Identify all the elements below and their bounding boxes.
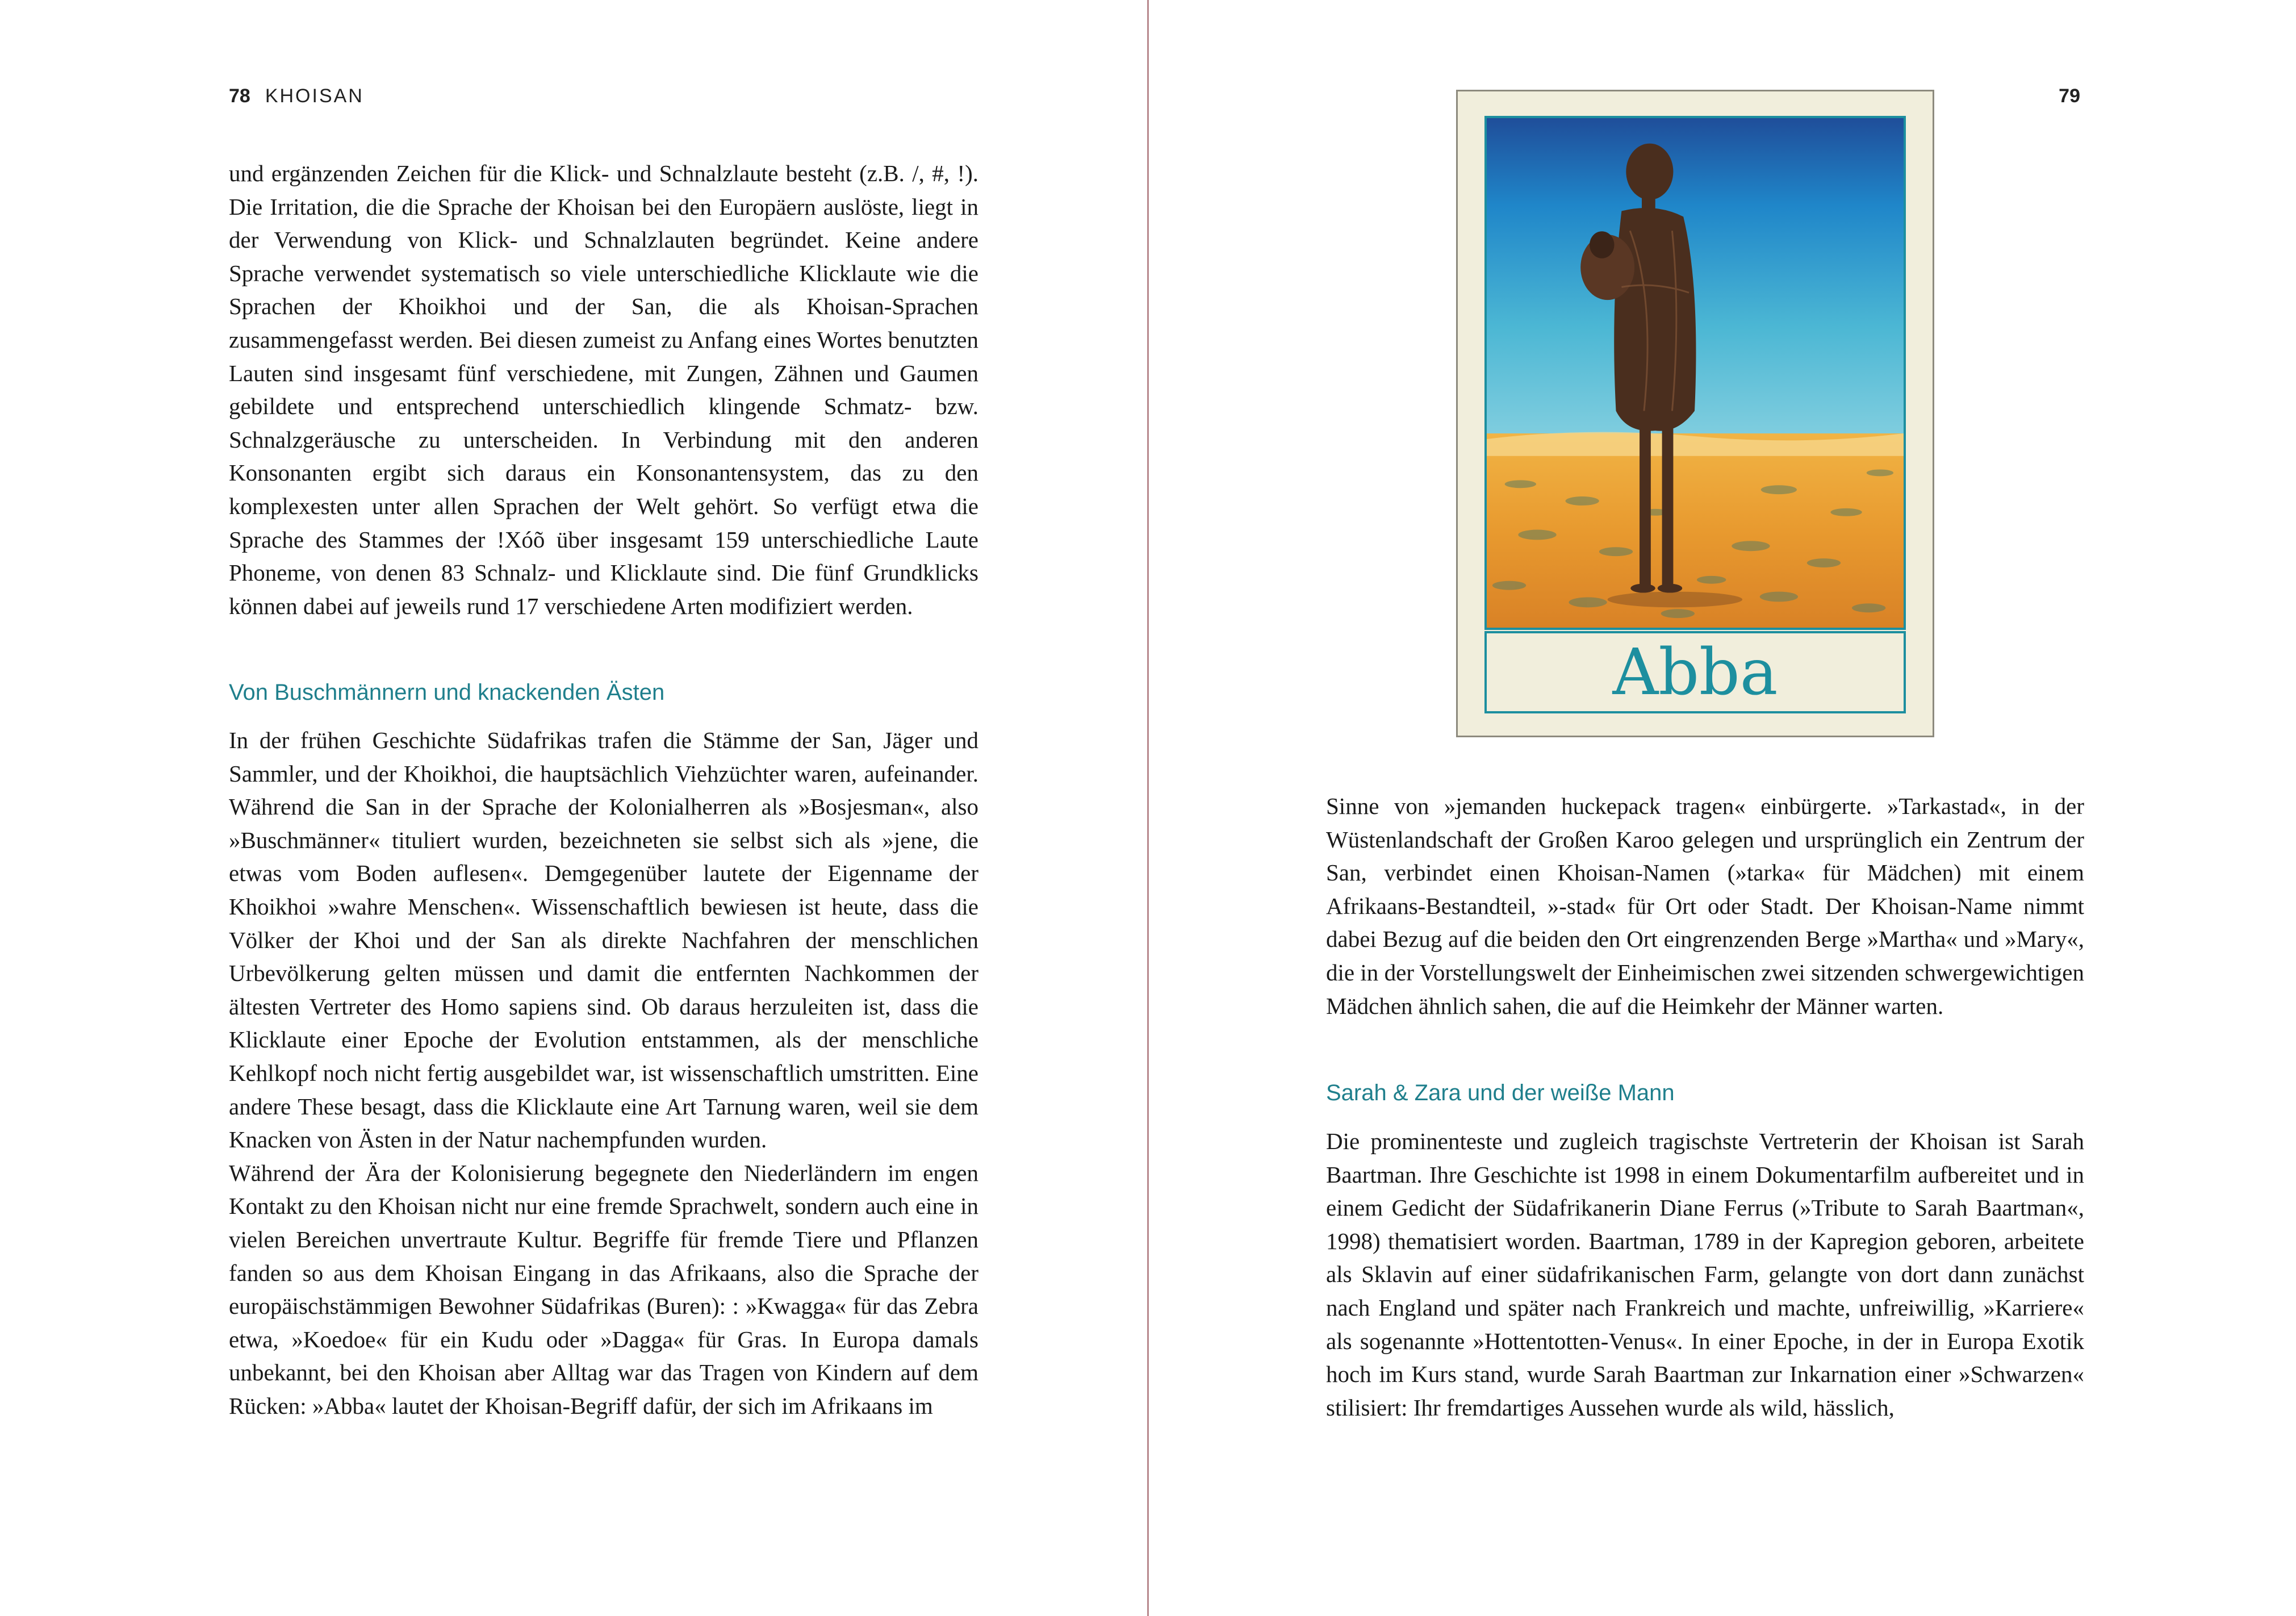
paragraph-history: In der frühen Geschichte Südafrikas trafen die Stämme der San, Jäger und Sammler, und der Khoikhoi, die hauptsächlich Viehzüchter waren, aufeinander. Während die San in der Sprache der Kolonialherren als »Bosjesman«, also »Buschmänner« tituliert wurden, bezeichneten sie selbst sich als »jene, die etwas vom Boden auflesen«. Demgegenüber lautete der Eigenname der Khoikhoi »wahre Menschen«. Wissenschaftlich bewiesen ist heute, dass die Völker der Khoi und der San als direkte Nachfahren der menschlichen Urbevölkerung gelten müssen und damit die entfernten Nachkommen der ältesten Vertreter des Homo sapiens sind. Ob daraus herzuleiten ist, dass die Klicklaute einer Epoche der Evolution entstammen, als der menschliche Kehlkopf noch nicht fertig ausgebildet war, ist wissenschaftlich umstritten. Eine andere These besagt, dass die Klicklaute eine Art Tarnung waren, weil sie dem Knacken von Ästen in der Natur nachempfunden wurden. — [229, 727, 978, 1153]
section-heading-block-2 — [1326, 1076, 2084, 1110]
illustration-card — [1456, 90, 1934, 737]
illustration-label-box — [1484, 631, 1906, 713]
text-block-sarah-baartman — [1326, 1125, 2084, 1424]
paragraph-tarkastad: Sinne von »jemanden huckepack tragen« einbürgerte. »Tarkastad«, in der Wüstenlandschaft der Großen Karoo gelegen und ursprünglich ein Zentrum der San, verbindet einen Khoisan-Namen (»tarka« für Mädchen) mit einem Afrikaans-Bestandteil, »-stad« für Ort oder Stadt. Der Khoisan-Name nimmt dabei Bezug auf die beiden den Ort eingrenzenden Berge »Martha« und »Mary«, die in der Vorstellungswelt der Einheimischen zwei sitzenden schwergewichtigen Mädchen ähnlich sahen, die auf die Heimkehr der Männer warten. — [1326, 793, 2084, 1019]
running-title: KHOISAN — [265, 85, 364, 107]
page-number-right: 79 — [2059, 85, 2080, 107]
text-block-history — [229, 724, 978, 1422]
illustration-label: Abba — [1612, 635, 1778, 709]
page-number-left: 78 — [229, 85, 250, 107]
paragraph-colonization: Während der Ära der Kolonisierung begegnete den Niederländern im engen Kontakt zu den Khoisan nicht nur eine fremde Sprachwelt, sondern auch eine in vielen Bereichen unvertraute Kultur. Begriffe für fremde Tiere und Pflanzen fanden so aus dem Khoisan Eingang in das Afrikaans, also die Sprache der europäischstämmigen Bewohner Südafrikas (Buren): : »Kwagga« für das Zebra etwa, »Koedoe« für ein Kudu oder »Dagga« für Gras. In Europa damals unbekannt, bei den Khoisan aber Alltag war das Tragen von Kindern auf dem Rücken: »Abba« lautet der Khoisan-Begriff dafür, der sich im Afrikaans im — [229, 1159, 978, 1419]
right-page — [1148, 0, 2296, 1616]
section-heading-buschmaenner: Von Buschmännern und knackenden Ästen — [229, 680, 665, 705]
text-block-intro — [229, 157, 978, 623]
paragraph-click-sounds: und ergänzenden Zeichen für die Klick- und Schnalzlaute besteht (z.B. /, #, !). Die Irritation, die die Sprache der Khoisan bei den Europäern auslöste, liegt in der Verwendung von Klick- und Schnalzlauten begründet. Keine andere Sprache verwendet systematisch so viele unterschiedliche Klicklaute wie die Sprachen der Khoikhoi und der San, die als Khoisan-Sprachen zusammengefasst werden. Bei diesen zumeist zu Anfang eines Wortes benutzten Lauten sind insgesamt fünf verschiedene, mit Zungen, Zähnen und Gaumen gebildete und entsprechend unterschiedlich klingende Schmatz- bzw. Schnalzgeräusche zu unterscheiden. In Verbindung mit den anderen Konsonanten ergibt sich daraus ein Konsonantensystem, das zu den komplexesten unter allen Sprachen der Welt gehört. So verfügt etwa die Sprache des Stammes der ǃXóõ über insgesamt 159 unterschiedliche Laute Phoneme, von denen 83 Schnalz- und Klicklaute sind. Die fünf Grundklicks können dabei auf jeweils rund 17 verschiedene Arten modifiziert werden. — [229, 160, 978, 619]
running-head — [229, 85, 364, 107]
illustration-drawing — [1487, 118, 1904, 628]
woman-carrying-child-illustration — [1484, 116, 1906, 630]
text-block-abba-continued — [1326, 790, 2084, 1022]
section-heading-sarah-zara: Sarah & Zara und der weiße Mann — [1326, 1080, 1675, 1105]
paragraph-sarah-baartman: Die prominenteste und zugleich tragischste Vertreterin der Khoisan ist Sarah Baartman. Ihre Geschichte ist 1998 in einem Dokumentarfilm aufbereitet und in einem Gedicht der Südafrikanerin Diane Ferrus (»Tribute to Sarah Baartman«, 1998) thematisiert worden. Baartman, 1789 in der Kapregion geboren, arbeitete als Sklavin auf einer südafrikanischen Farm, gelangte von dort dann zunächst nach England und später nach Frankreich und machte, unfreiwillig, »Karriere« als sogenannte »Hottentotten-Venus«. In einer Epoche, in der in Europa Exotik hoch im Kurs stand, wurde Sarah Baartman zur Inkarnation einer »Schwarzen« stilisiert: Ihr fremdartiges Aussehen wurde als wild, hässlich, — [1326, 1128, 2084, 1421]
section-heading-block — [229, 676, 978, 709]
